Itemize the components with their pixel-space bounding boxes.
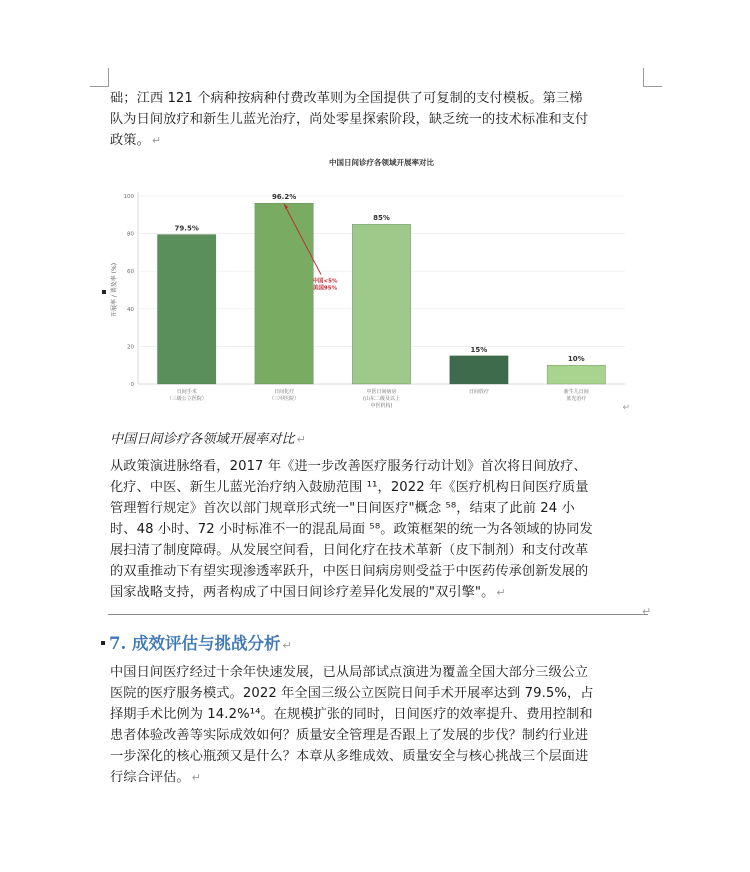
annotation-label: 美国95% — [312, 285, 338, 292]
paragraph-mark: ↵ — [296, 433, 306, 446]
text-line: 化疗、中医、新生儿蓝光治疗纳入鼓励范围 ¹¹，2022 年《医疗机构日间医疗质量 — [110, 480, 589, 495]
text-line: 国家战略支持，两者构成了中国日间诊疗差异化发展的"双引擎"。 ↵ — [110, 585, 506, 600]
x-tick-label: (山东二级及以上 — [363, 396, 400, 402]
bar-value-label: 79.5% — [174, 224, 199, 233]
x-tick-label: 中医机构) — [370, 403, 393, 409]
text-line: 中国日间医疗经过十余年快速发展，已从局部试点演进为覆盖全国大部分三级公立 — [110, 665, 589, 680]
bar-value-label: 85% — [373, 214, 390, 223]
x-tick-label: 新生儿日间 — [563, 389, 589, 395]
bar — [450, 356, 508, 384]
text-line: 患者体验改善等实际成效如何？质量安全管理是否跟上了发展的步伐？制约行业进 — [110, 728, 589, 743]
text-line: 队为日间放疗和新生儿蓝光治疗，尚处零星探索阶段，缺乏统一的技术标准和支付 — [110, 112, 589, 127]
y-tick-label: 0 — [130, 382, 134, 388]
x-tick-label: 蓝光治疗 — [566, 396, 587, 402]
figure-caption: 中国日间诊疗各领域开展率对比 ↵ — [110, 432, 306, 447]
y-tick-label: 20 — [127, 344, 134, 351]
text-line: 政策。 ↵ — [110, 133, 162, 148]
text-line: 展扫清了制度障碍。从发展空间看，日间化疗在技术革新（皮下制剂）和支付改革 — [110, 543, 589, 558]
text-line: 时、48 小时、72 小时标准不一的混乱局面 ⁵⁸。政策框架的统一为各领域的协同发 — [110, 522, 593, 537]
crop-mark-top-right — [643, 68, 662, 87]
text-line: 择期手术比例为 14.2%¹⁴。在规模扩张的同时，日间医疗的效率提升、费用控制和 — [110, 707, 593, 722]
paragraph-mark: ↵ — [496, 586, 506, 599]
bar-value-label: 15% — [470, 345, 488, 354]
bar-value-label: 96.2% — [271, 193, 297, 202]
bar — [255, 203, 313, 384]
x-tick-label: 中医日间病房 — [366, 389, 397, 395]
y-axis-label: 开展率 / 普及率 (%) — [111, 262, 118, 318]
text-line: 从政策演进脉络看，2017 年《进一步改善医疗服务行动计划》首次将日间放疗、 — [110, 459, 587, 474]
paragraph-top — [110, 88, 645, 151]
text-line: 医院的医疗服务模式。2022 年全国三级公立医院日间手术开展率达到 79.5%，占 — [110, 686, 594, 701]
x-tick-label: 日间放疗 — [468, 389, 489, 395]
paragraph-mark: ↵ — [642, 605, 652, 618]
text-line: 一步深化的核心瓶颈又是什么？本章从多维成效、质量安全与核心挑战三个层面进 — [110, 749, 589, 764]
paragraph-mark: ↵ — [151, 134, 162, 147]
x-tick-label: （三级公立医院） — [166, 396, 207, 402]
text-line: 行综合评估。 ↵ — [110, 770, 202, 785]
y-tick-label: 100 — [123, 194, 134, 200]
crop-mark-top-left — [90, 68, 109, 87]
section-heading: 7. 成效评估与挑战分析 ↵ — [109, 634, 292, 653]
text-line: 的双重推动下有望实现渗透率跃升，中医日间病房则受益于中医药传承创新发展的 — [110, 564, 589, 579]
text-line: 础；江西 121 个病种按病种付费改革则为全国提供了可复制的支付模板。第三梯 — [110, 91, 583, 106]
bar-chart — [100, 152, 635, 412]
paragraph-mark: ↵ — [622, 403, 630, 412]
annotation-label: 中国<5% — [312, 278, 338, 285]
y-tick-label: 80 — [127, 231, 134, 238]
bar — [157, 235, 215, 384]
x-tick-label: 日间化疗 — [274, 389, 295, 395]
paragraph-mark: ↵ — [282, 639, 292, 652]
x-tick-label: 日间手术 — [176, 389, 197, 395]
bar — [547, 365, 605, 384]
y-tick-label: 60 — [127, 269, 134, 276]
y-tick-label: 40 — [127, 306, 134, 313]
bar-value-label: 10% — [567, 355, 585, 364]
heading-marker — [101, 641, 105, 645]
bar — [352, 224, 410, 384]
chart-title: 中国日间诊疗各领域开展率对比 — [329, 158, 434, 167]
paragraph-bottom — [110, 662, 645, 788]
x-tick-label: （三甲医院） — [269, 396, 300, 402]
paragraph-mark: ↵ — [191, 771, 202, 784]
paragraph-middle — [110, 456, 645, 603]
text-line: 管理暂行规定》首次以部门规章形式统一"日间医疗"概念 ⁵⁸，结束了此前 24 小 — [110, 501, 575, 516]
section-divider — [108, 614, 648, 615]
